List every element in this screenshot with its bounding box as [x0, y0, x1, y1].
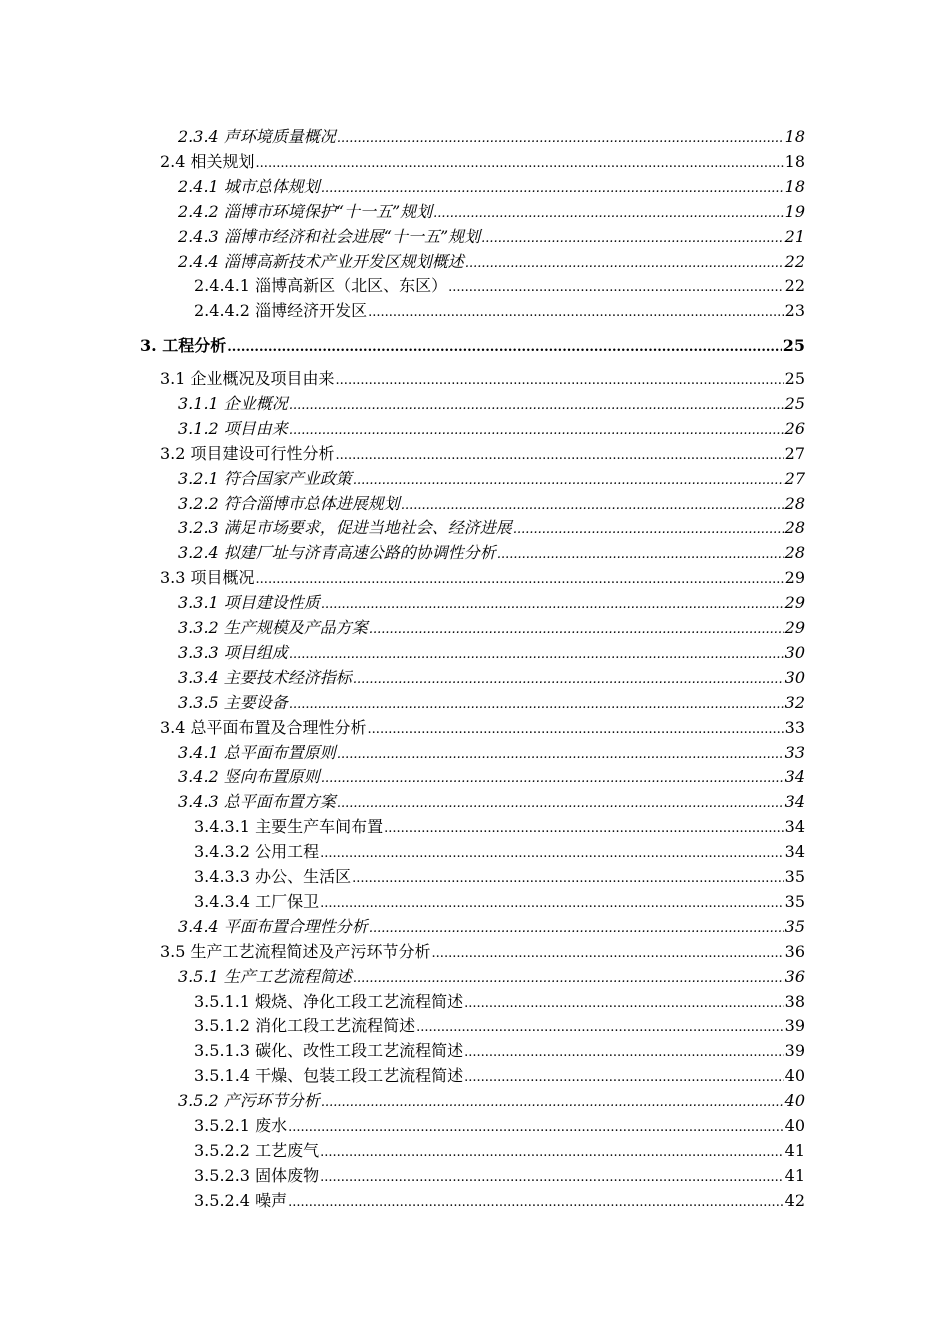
toc-page-number: 42	[784, 1191, 805, 1210]
toc-dot-leader	[369, 618, 784, 642]
toc-dot-leader	[320, 1166, 784, 1190]
toc-dot-leader	[336, 369, 784, 393]
toc-entry[interactable]	[194, 1039, 805, 1063]
toc-entry[interactable]	[194, 815, 805, 839]
toc-page-number: 41	[784, 1166, 805, 1185]
toc-entry[interactable]	[178, 125, 805, 149]
toc-dot-leader	[288, 1191, 784, 1215]
toc-page-number: 33	[784, 743, 805, 762]
toc-entry[interactable]	[178, 591, 805, 615]
toc-entry[interactable]	[178, 915, 805, 939]
toc-page-number: 19	[784, 202, 805, 221]
toc-page-number: 34	[784, 767, 805, 786]
toc-entry-label: 3.4.3.1 主要生产车间布置	[194, 817, 384, 836]
toc-dot-leader	[464, 992, 784, 1016]
toc-dot-leader	[353, 668, 784, 692]
toc-entry[interactable]	[178, 765, 805, 789]
toc-page-number: 38	[784, 992, 805, 1011]
toc-dot-leader	[353, 967, 784, 991]
toc-entry-label: 3.5.2 产污环节分析	[178, 1091, 320, 1110]
toc-entry[interactable]	[178, 691, 805, 715]
toc-dot-leader	[369, 917, 784, 941]
toc-page-number: 35	[784, 917, 805, 936]
toc-page-number: 32	[784, 693, 805, 712]
toc-page-number: 25	[782, 336, 805, 355]
toc-page-number: 30	[784, 668, 805, 687]
toc-page-number: 28	[784, 543, 805, 562]
toc-entry[interactable]	[160, 150, 805, 174]
toc-entry[interactable]	[178, 392, 805, 416]
toc-entry[interactable]	[178, 666, 805, 690]
toc-entry[interactable]	[194, 990, 805, 1014]
toc-dot-leader	[432, 942, 784, 966]
toc-page-number: 36	[784, 967, 805, 986]
toc-entry-label: 3.4.3 总平面布置方案	[178, 792, 336, 811]
toc-dot-leader	[320, 1141, 784, 1165]
toc-entry[interactable]	[194, 1189, 805, 1213]
toc-entry-label: 3.1.2 项目由来	[178, 419, 288, 438]
toc-entry-label: 3.4.1 总平面布置原则	[178, 743, 336, 762]
toc-page-number: 23	[784, 301, 805, 320]
toc-entry[interactable]	[194, 1064, 805, 1088]
toc-chapter-entry[interactable]	[140, 334, 805, 358]
toc-page-number: 34	[784, 817, 805, 836]
toc-page-number: 34	[784, 792, 805, 811]
toc-entry-label: 3.2 项目建设可行性分析	[160, 444, 335, 463]
toc-entry-label: 3.2.1 符合国家产业政策	[178, 469, 352, 488]
toc-page-number: 22	[784, 252, 805, 271]
toc-entry-label: 3.3 项目概况	[160, 568, 255, 587]
toc-entry[interactable]	[178, 641, 805, 665]
toc-entry[interactable]	[194, 1164, 805, 1188]
toc-entry[interactable]	[178, 616, 805, 640]
toc-dot-leader	[321, 593, 784, 617]
toc-dot-leader	[321, 767, 784, 791]
toc-page-number: 30	[784, 643, 805, 662]
toc-entry[interactable]	[178, 1089, 805, 1113]
toc-dot-leader	[368, 301, 784, 325]
toc-entry-label: 2.4.2 淄博市环境保护“十一五”规划	[178, 202, 433, 221]
toc-page-number: 40	[784, 1116, 805, 1135]
toc-entry-label: 3.5.1 生产工艺流程简述	[178, 967, 352, 986]
toc-dot-leader	[464, 1066, 784, 1090]
toc-entry-label: 3.3.1 项目建设性质	[178, 593, 320, 612]
toc-entry-label: 3.5.2.2 工艺废气	[194, 1141, 320, 1160]
toc-page-number: 35	[784, 867, 805, 886]
toc-entry-label: 2.4.4 淄博高新技术产业开发区规划概述	[178, 252, 464, 271]
toc-page-number: 25	[784, 394, 805, 413]
toc-page-number: 39	[784, 1016, 805, 1035]
toc-dot-leader	[353, 469, 784, 493]
toc-dot-leader	[384, 817, 784, 841]
toc-dot-leader	[401, 494, 784, 518]
toc-entry[interactable]	[178, 965, 805, 989]
toc-entry-label: 3.4.3.3 办公、生活区	[194, 867, 352, 886]
toc-dot-leader	[416, 1016, 784, 1040]
toc-entry[interactable]	[194, 890, 805, 914]
toc-entry[interactable]	[194, 1139, 805, 1163]
toc-page-number: 36	[784, 942, 805, 961]
toc-page-number: 40	[784, 1091, 805, 1110]
toc-entry-label: 3.5 生产工艺流程简述及产污环节分析	[160, 942, 431, 961]
toc-page-number: 41	[784, 1141, 805, 1160]
toc-entry-label: 2.3.4 声环境质量概况	[178, 127, 336, 146]
toc-page-number: 40	[784, 1066, 805, 1085]
toc-entry-label: 3.3.5 主要设备	[178, 693, 288, 712]
toc-dot-leader	[289, 693, 784, 717]
toc-dot-leader	[337, 127, 784, 151]
toc-dot-leader	[320, 892, 784, 916]
toc-entry-label: 3.3.4 主要技术经济指标	[178, 668, 352, 687]
toc-page-number: 18	[784, 177, 805, 196]
toc-entry[interactable]	[178, 467, 805, 491]
toc-entry[interactable]	[160, 367, 805, 391]
toc-entry[interactable]	[178, 250, 805, 274]
toc-page-number: 27	[784, 444, 805, 463]
toc-entry-label: 3.5.2.1 废水	[194, 1116, 288, 1135]
toc-entry[interactable]	[178, 417, 805, 441]
toc-entry[interactable]	[178, 516, 805, 540]
toc-dot-leader	[464, 1041, 784, 1065]
toc-entry-label: 3.2.2 符合淄博市总体进展规划	[178, 494, 400, 513]
toc-page-number: 39	[784, 1041, 805, 1060]
toc-dot-leader	[289, 394, 784, 418]
toc-dot-leader	[256, 152, 784, 176]
toc-dot-leader	[289, 643, 784, 667]
toc-dot-leader	[497, 543, 784, 567]
toc-entry-label: 3.5.1.1 煅烧、净化工段工艺流程简述	[194, 992, 464, 1011]
toc-page-number: 29	[784, 618, 805, 637]
toc-dot-leader	[321, 177, 784, 201]
toc-dot-leader	[465, 252, 784, 276]
toc-dot-leader	[481, 227, 783, 251]
toc-page-number: 18	[784, 127, 805, 146]
toc-entry[interactable]	[178, 200, 805, 224]
toc-entry[interactable]	[160, 442, 805, 466]
toc-entry[interactable]	[194, 274, 805, 298]
toc-entry[interactable]	[194, 1014, 805, 1038]
toc-entry-label: 2.4.3 淄博市经济和社会进展“十一五”规划	[178, 227, 481, 246]
toc-page-number: 22	[784, 276, 805, 295]
toc-entry[interactable]	[178, 541, 805, 565]
toc-dot-leader	[448, 276, 784, 300]
toc-entry-label: 3.4.4 平面布置合理性分析	[178, 917, 368, 936]
toc-entry[interactable]	[194, 865, 805, 889]
toc-entry-label: 3.4 总平面布置及合理性分析	[160, 718, 367, 737]
toc-dot-leader	[337, 792, 784, 816]
toc-dot-leader	[321, 1091, 784, 1115]
toc-page-number: 28	[784, 494, 805, 513]
toc-entry[interactable]	[194, 840, 805, 864]
toc-entry-label: 3.5.1.4 干燥、包装工段工艺流程简述	[194, 1066, 464, 1085]
toc-page-number: 26	[784, 419, 805, 438]
toc-dot-leader	[513, 518, 784, 542]
toc-entry[interactable]	[178, 225, 805, 249]
toc-dot-leader	[433, 202, 783, 226]
toc-dot-leader	[256, 568, 784, 592]
toc-entry-label: 3.2.3 满足市场要求，促进当地社会、经济进展	[178, 518, 512, 537]
toc-entry-label: 3.1.1 企业概况	[178, 394, 288, 413]
toc-entry-label: 3.3.3 项目组成	[178, 643, 288, 662]
toc-entry-label: 2.4.4.1 淄博高新区（北区、东区）	[194, 276, 448, 295]
toc-entry[interactable]	[178, 492, 805, 516]
toc-dot-leader	[337, 743, 784, 767]
toc-entry-label: 3.5.2.3 固体废物	[194, 1166, 320, 1185]
toc-entry[interactable]	[160, 940, 805, 964]
toc-dot-leader	[227, 336, 781, 360]
toc-dot-leader	[352, 867, 784, 891]
toc-page-number: 27	[784, 469, 805, 488]
toc-dot-leader	[368, 718, 784, 742]
toc-entry-label: 2.4 相关规划	[160, 152, 255, 171]
toc-entry-label: 2.4.4.2 淄博经济开发区	[194, 301, 368, 320]
toc-entry-label: 3.5.1.3 碳化、改性工段工艺流程简述	[194, 1041, 464, 1060]
toc-entry[interactable]	[178, 175, 805, 199]
toc-entry[interactable]	[194, 299, 805, 323]
toc-entry-label: 3.1 企业概况及项目由来	[160, 369, 335, 388]
toc-page-number: 33	[784, 718, 805, 737]
toc-page-number: 29	[784, 593, 805, 612]
toc-page-number: 18	[784, 152, 805, 171]
toc-entry[interactable]	[160, 566, 805, 590]
toc-page-number: 35	[784, 892, 805, 911]
toc-entry[interactable]	[178, 741, 805, 765]
toc-entry-label: 3.3.2 生产规模及产品方案	[178, 618, 368, 637]
toc-page-number: 28	[784, 518, 805, 537]
toc-entry-label: 3. 工程分析	[140, 336, 227, 355]
toc-page-number: 34	[784, 842, 805, 861]
toc-entry[interactable]	[194, 1114, 805, 1138]
toc-dot-leader	[336, 444, 784, 468]
toc-page-number: 29	[784, 568, 805, 587]
toc-entry-label: 2.4.1 城市总体规划	[178, 177, 320, 196]
toc-entry-label: 3.4.3.4 工厂保卫	[194, 892, 320, 911]
toc-entry-label: 3.4.2 竖向布置原则	[178, 767, 320, 786]
toc-page-number: 21	[784, 227, 805, 246]
toc-dot-leader	[320, 842, 784, 866]
toc-entry-label: 3.5.1.2 消化工段工艺流程简述	[194, 1016, 416, 1035]
toc-dot-leader	[289, 419, 784, 443]
toc-entry-label: 3.4.3.2 公用工程	[194, 842, 320, 861]
toc-dot-leader	[288, 1116, 784, 1140]
toc-page-number: 25	[784, 369, 805, 388]
toc-entry[interactable]	[160, 716, 805, 740]
toc-entry-label: 3.5.2.4 噪声	[194, 1191, 288, 1210]
toc-entry-label: 3.2.4 拟建厂址与济青高速公路的协调性分析	[178, 543, 496, 562]
toc-entry[interactable]	[178, 790, 805, 814]
